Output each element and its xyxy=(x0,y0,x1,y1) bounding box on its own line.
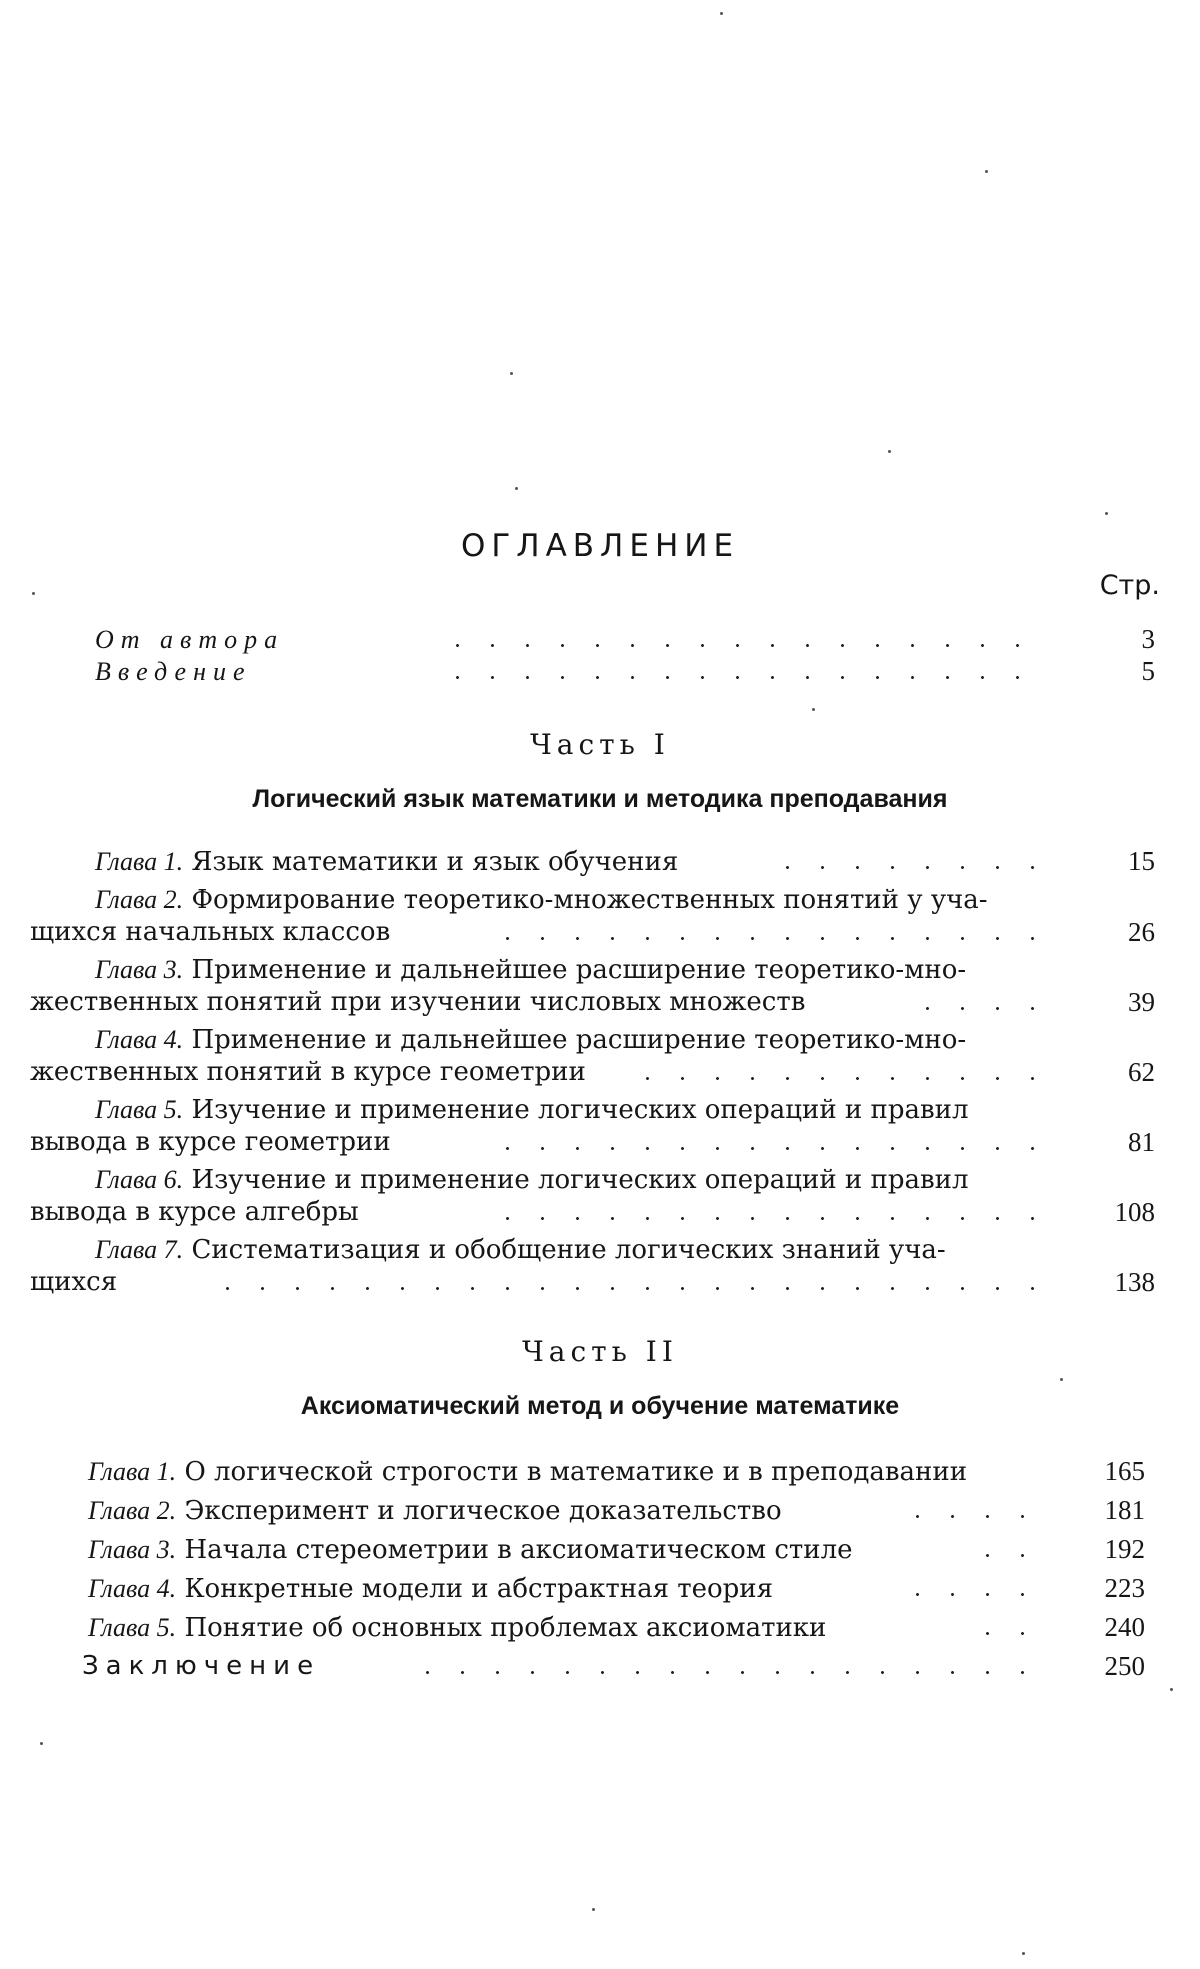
chapter-label: Глава 3. xyxy=(95,955,184,984)
chapter-label: Глава 2. xyxy=(88,1496,177,1525)
chapter-title-continued: вывода в курсе геометрии xyxy=(30,1127,391,1157)
dot-leader xyxy=(500,937,1050,940)
chapter-label: Глава 3. xyxy=(88,1535,177,1564)
chapter-title: Формирование теоретико-множественных понятий у уча- xyxy=(191,885,988,915)
entry-label: Заключение xyxy=(82,1651,321,1681)
page-number: 240 xyxy=(1104,1612,1145,1642)
page-number: 108 xyxy=(1114,1197,1155,1227)
chapter-label: Глава 7. xyxy=(95,1235,184,1264)
chapter-title-continued: жественных понятий при изучении числовых множеств xyxy=(30,987,806,1017)
page-number: 192 xyxy=(1104,1534,1145,1564)
chapter-label: Глава 2. xyxy=(95,885,184,914)
page-number: 5 xyxy=(1141,656,1155,686)
dot-leader xyxy=(910,1007,1050,1010)
scan-speck xyxy=(515,487,518,490)
dot-leader xyxy=(435,676,1035,679)
part2-title: Часть II xyxy=(522,1335,678,1368)
scan-speck xyxy=(888,450,891,453)
toc-title: ОГЛАВЛЕНИЕ xyxy=(460,528,740,564)
page-number: 62 xyxy=(1128,1057,1155,1087)
toc-entry-part1-chapter1[interactable] xyxy=(30,845,1155,878)
chapter-title: Применение и дальнейшее расширение теоретико-мно- xyxy=(191,1025,967,1055)
toc-entry-part1-chapter4[interactable] xyxy=(30,1023,1155,1089)
scan-speck xyxy=(812,708,815,711)
toc-entry-part1-chapter2[interactable] xyxy=(30,883,1155,949)
toc-entry-introduction[interactable] xyxy=(95,655,1155,688)
dot-leader xyxy=(640,1077,1050,1080)
chapter-label: Глава 1. xyxy=(95,847,184,876)
chapter-title-continued: щихся начальных классов xyxy=(30,917,391,947)
chapter-title: Изучение и применение логических операций и правил xyxy=(191,1095,969,1125)
chapter-title: О логической строгости в математике и в преподавании xyxy=(184,1457,968,1487)
toc-entry-part1-chapter7[interactable] xyxy=(30,1233,1155,1299)
part1-subtitle: Логический язык математики и методика преподавания xyxy=(252,785,948,813)
toc-entry-part2-chapter2[interactable] xyxy=(30,1494,1145,1527)
dot-leader xyxy=(210,1287,1050,1290)
scan-speck xyxy=(1105,512,1108,515)
chapter-title: Применение и дальнейшее расширение теоретико-мно- xyxy=(191,955,967,985)
chapter-label: Глава 5. xyxy=(95,1095,184,1124)
toc-entry-part2-chapter5[interactable] xyxy=(30,1611,1145,1644)
chapter-title: Изучение и применение логических операций и правил xyxy=(191,1165,969,1195)
chapter-title: Эксперимент и логическое доказательство xyxy=(184,1496,782,1526)
page-number: 39 xyxy=(1128,987,1155,1017)
toc-entry-part2-chapter4[interactable] xyxy=(30,1572,1145,1605)
toc-entry-part2-chapter1[interactable] xyxy=(30,1455,1145,1488)
toc-entry-part1-chapter3[interactable] xyxy=(30,953,1155,1019)
part1-title: Часть I xyxy=(530,728,670,761)
toc-entry-part1-chapter5[interactable] xyxy=(30,1093,1155,1159)
page-number: 138 xyxy=(1114,1267,1155,1297)
scan-speck xyxy=(1170,1688,1173,1691)
scan-speck xyxy=(592,1908,595,1911)
chapter-title-continued: жественных понятий в курсе геометрии xyxy=(30,1057,586,1087)
page-number: 26 xyxy=(1128,917,1155,947)
scan-speck xyxy=(1060,1378,1063,1381)
chapter-title: Язык математики и язык обучения xyxy=(191,847,679,877)
chapter-label: Глава 4. xyxy=(95,1025,184,1054)
entry-label: Введение xyxy=(95,657,252,686)
page-number: 223 xyxy=(1104,1573,1145,1603)
dot-leader xyxy=(965,1554,1040,1557)
scan-speck xyxy=(720,12,723,15)
chapter-label: Глава 4. xyxy=(88,1574,177,1603)
chapter-label: Глава 6. xyxy=(95,1165,184,1194)
chapter-label: Глава 5. xyxy=(88,1613,177,1642)
toc-entry-part1-chapter6[interactable] xyxy=(30,1163,1155,1229)
chapter-title: Конкретные модели и абстрактная теория xyxy=(184,1574,774,1604)
page-number: 15 xyxy=(1128,846,1155,876)
chapter-title-continued: щихся xyxy=(30,1267,118,1297)
part2-subtitle: Аксиоматический метод и обучение математике xyxy=(300,1392,900,1420)
scan-speck xyxy=(1022,1952,1025,1955)
dot-leader xyxy=(480,1217,1050,1220)
page-number: 81 xyxy=(1128,1127,1155,1157)
chapter-label: Глава 1. xyxy=(88,1457,177,1486)
page-column-header: Стр. xyxy=(1099,570,1160,601)
entry-label: От автора xyxy=(95,625,285,654)
dot-leader xyxy=(890,1515,1040,1518)
page-number: 3 xyxy=(1141,624,1155,654)
toc-entry-from-author[interactable] xyxy=(95,623,1155,656)
toc-entry-conclusion[interactable] xyxy=(82,1650,1145,1683)
dot-leader xyxy=(965,1632,1040,1635)
dot-leader xyxy=(412,1671,1040,1674)
scan-speck xyxy=(40,1742,43,1745)
dot-leader xyxy=(435,644,1035,647)
chapter-title-continued: вывода в курсе алгебры xyxy=(30,1197,359,1227)
chapter-title: Систематизация и обобщение логических знаний уча- xyxy=(191,1235,946,1265)
page-number: 181 xyxy=(1104,1495,1145,1525)
chapter-title: Понятие об основных проблемах аксиоматики xyxy=(184,1613,827,1643)
dot-leader xyxy=(775,866,1050,869)
page-number: 250 xyxy=(1104,1651,1145,1681)
dot-leader xyxy=(480,1147,1050,1150)
chapter-title: Начала стереометрии в аксиоматическом стиле xyxy=(184,1535,853,1565)
page-number: 165 xyxy=(1104,1456,1145,1486)
scan-speck xyxy=(985,170,988,173)
scan-speck xyxy=(32,592,35,595)
dot-leader xyxy=(890,1593,1040,1596)
toc-entry-part2-chapter3[interactable] xyxy=(30,1533,1145,1566)
scan-speck xyxy=(510,372,513,375)
